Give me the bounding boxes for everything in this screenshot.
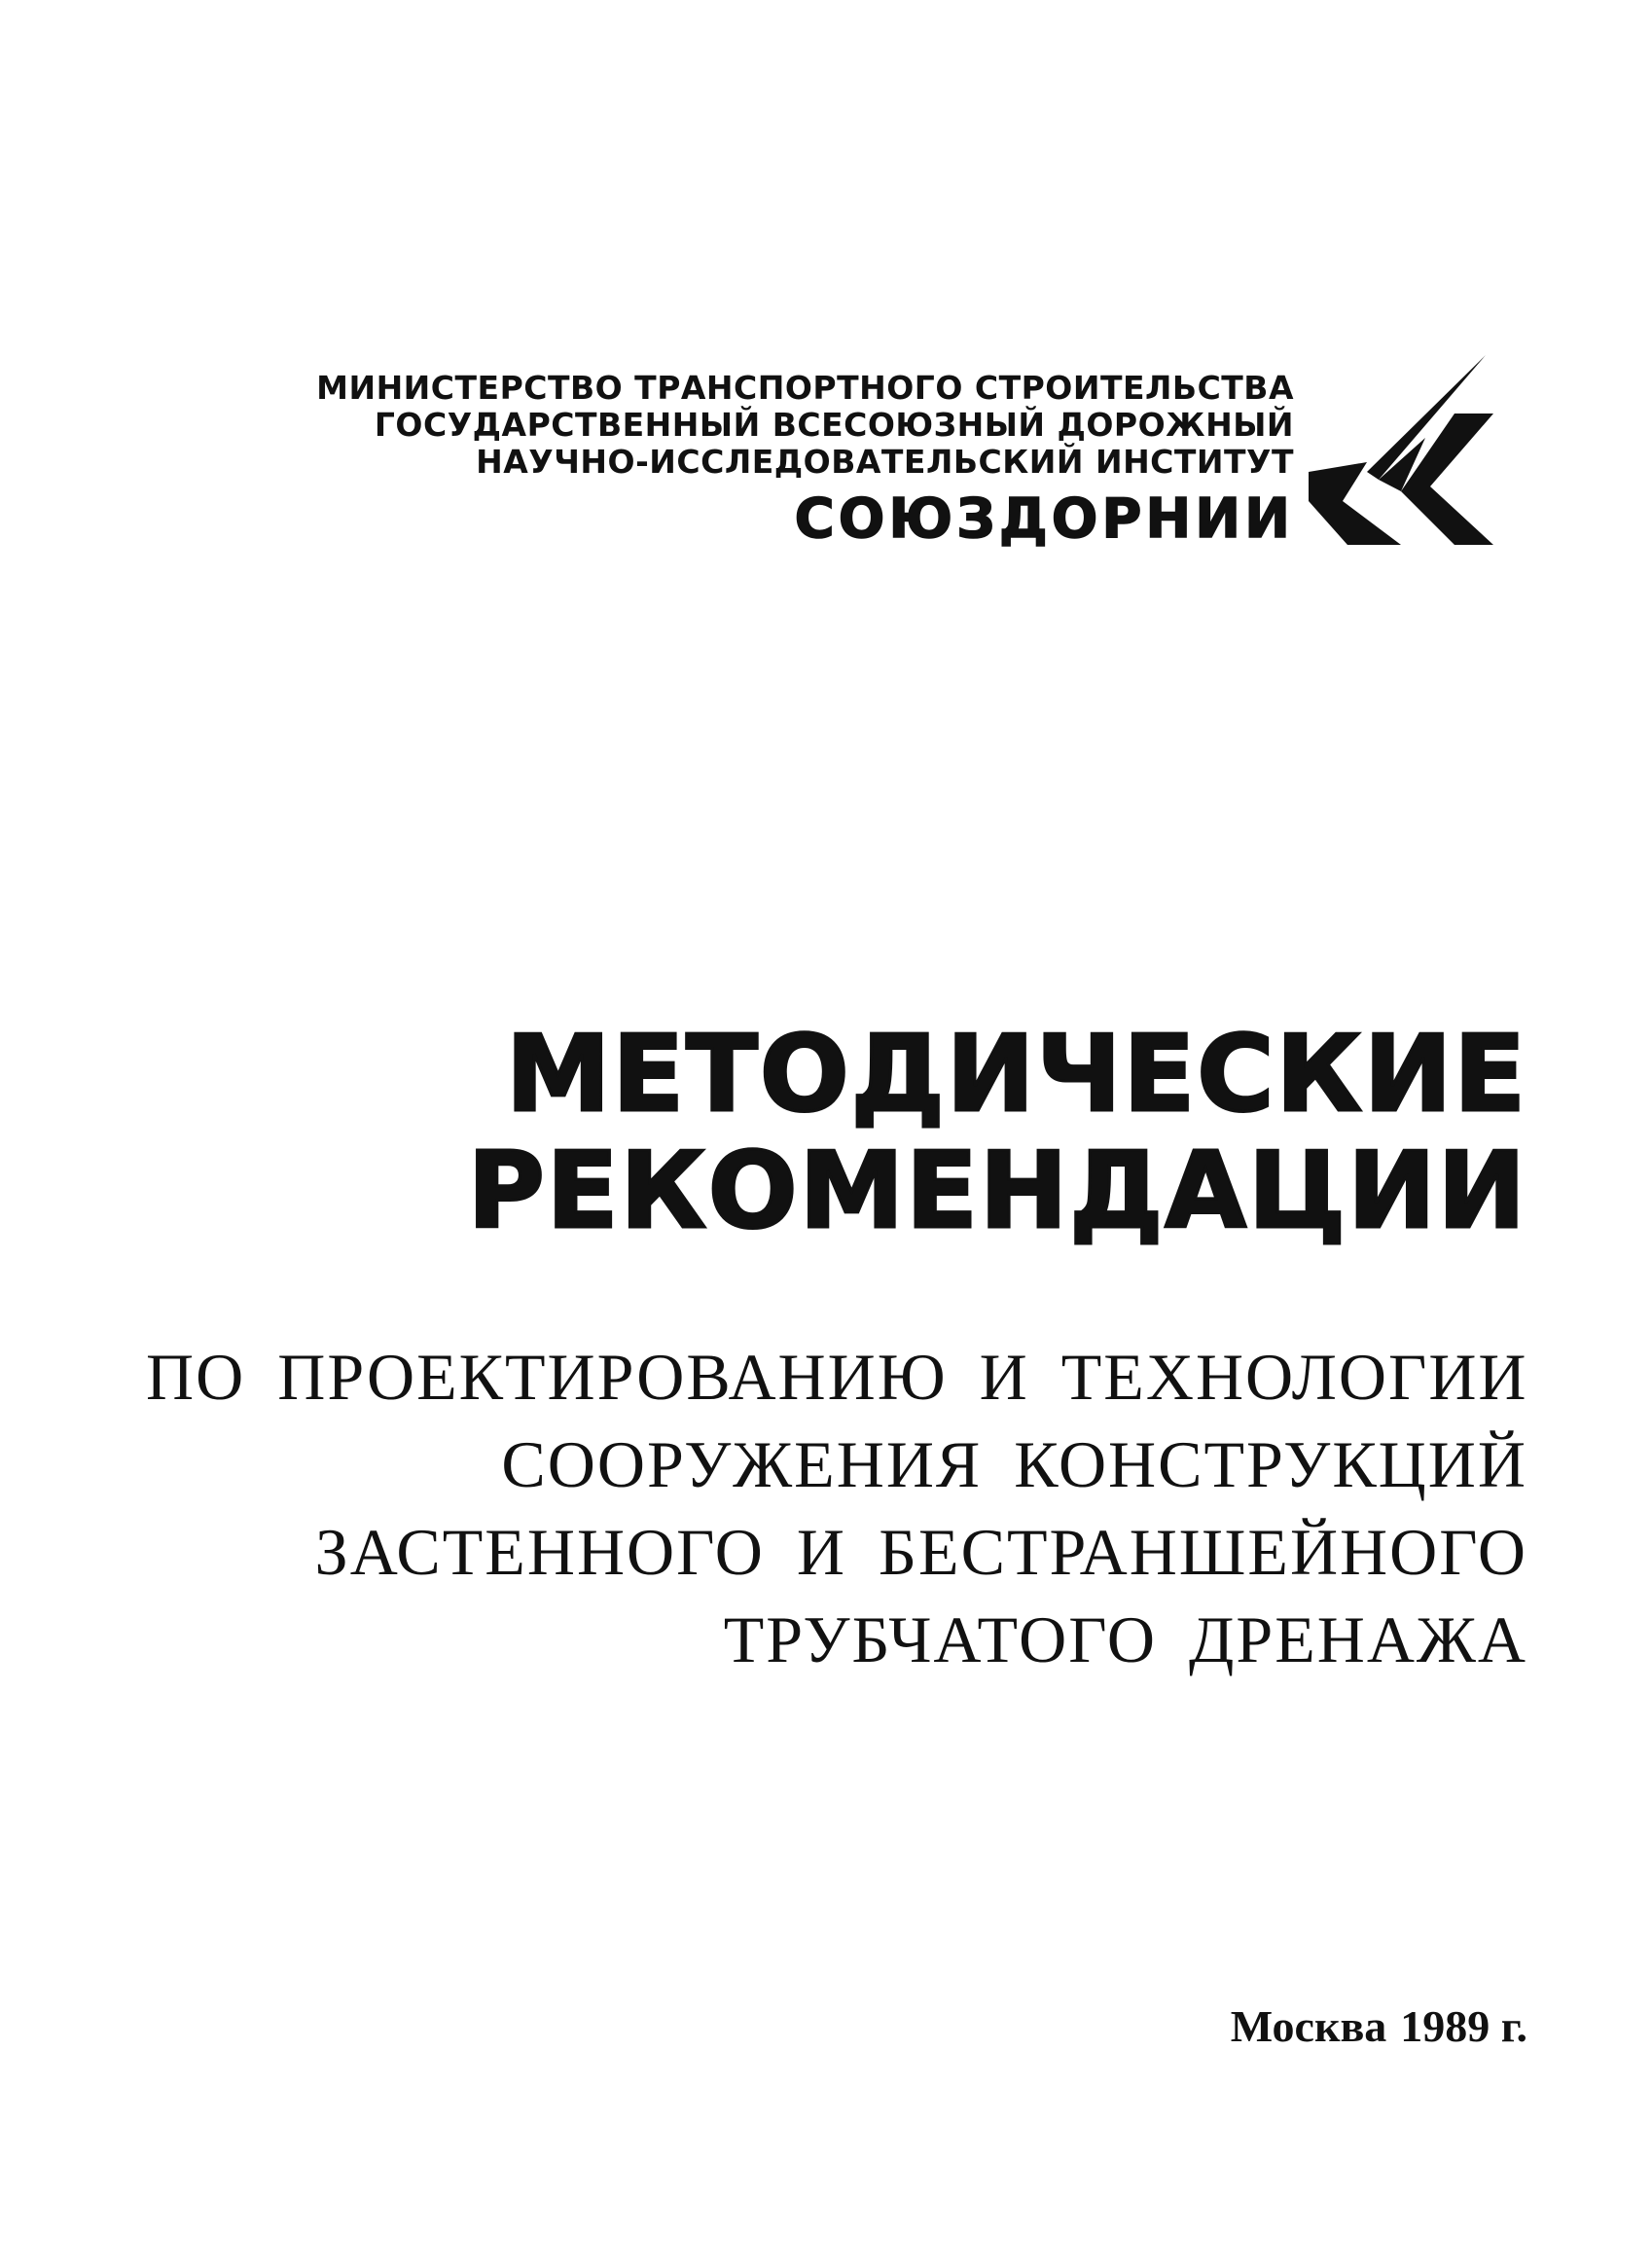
- document-subtitle: [146, 1333, 1527, 1683]
- institute-line-1: ГОСУДАРСТВЕННЫЙ ВСЕСОЮЗНЫЙ ДОРОЖНЫЙ: [374, 406, 1294, 444]
- institute-line-2: НАУЧНО-ИССЛЕДОВАТЕЛЬСКИЙ ИНСТИТУТ: [476, 443, 1294, 481]
- subtitle-line-2: СООРУЖЕНИЯ КОНСТРУКЦИЙ: [501, 1427, 1527, 1501]
- institute-name: СОЮЗДОРНИИ: [794, 487, 1294, 551]
- document-title: [292, 1014, 1527, 1252]
- title-line-1: МЕТОДИЧЕСКИЕ: [505, 1014, 1527, 1135]
- ministry-line: МИНИСТЕРСТВО ТРАНСПОРТНОГО СТРОИТЕЛЬСТВА: [316, 369, 1294, 407]
- subtitle-line-1: ПО ПРОЕКТИРОВАНИЮ И ТЕХНОЛОГИИ: [146, 1340, 1528, 1414]
- imprint: [1070, 1999, 1527, 2054]
- publisher-header: [292, 370, 1294, 551]
- imprint-year: 1989 г.: [1400, 2001, 1527, 2051]
- soyuzdornii-logo-icon: [1309, 355, 1493, 545]
- imprint-city: Москва: [1230, 2001, 1387, 2051]
- subtitle-line-4: ТРУБЧАТОГО ДРЕНАЖА: [723, 1602, 1527, 1676]
- title-line-2: РЕКОМЕНДАЦИИ: [467, 1131, 1527, 1252]
- subtitle-line-3: ЗАСТЕННОГО И БЕСТРАНШЕЙНОГО: [314, 1515, 1527, 1589]
